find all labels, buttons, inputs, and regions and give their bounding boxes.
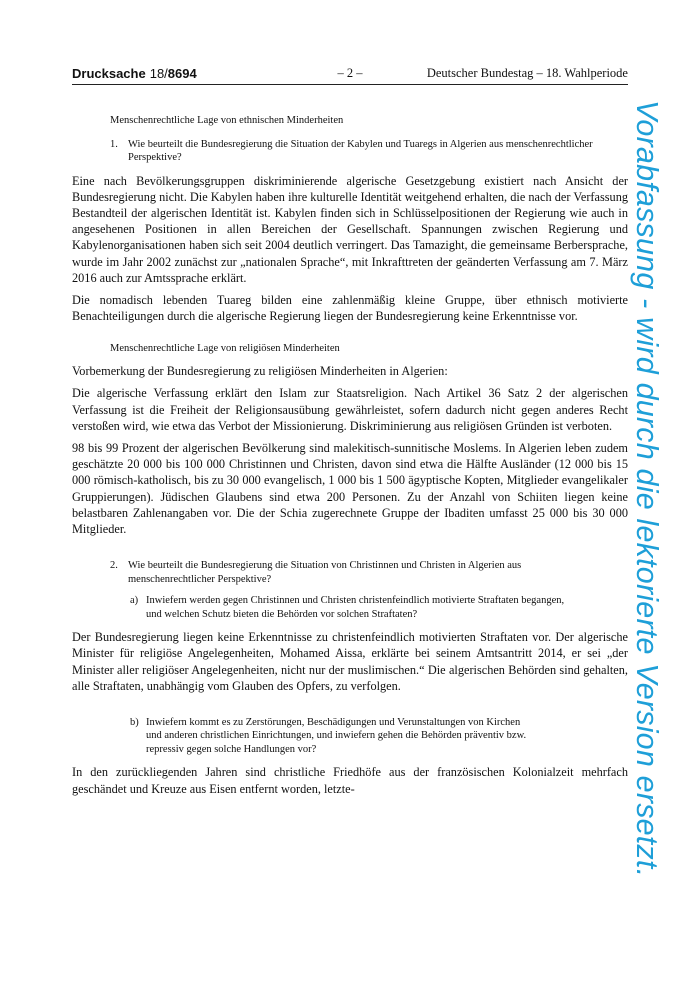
document-number-suffix: 8694 bbox=[167, 66, 197, 81]
drucksache-label: Drucksache bbox=[72, 66, 146, 81]
paragraph-population: 98 bis 99 Prozent der algerischen Bevölkerung sind malekitisch-sunnitische Moslems. In Algerien leben zudem geschätzte 20 000 bis 100 000 Christinnen und Christen, davon sind etwa die Hälfte Ausländer (12 000 bis 15 000 römisch-katholisch, bis zu 30 000 evangelisch, 1 000 bis 1 500 ägyptische Kopten, Mitglieder evangelikaler Gruppierungen). Jüdischen Glaubens sind etwa 200 Personen. Zu der Anzahl von Schiiten liegen keine belastbaren Zahlenangaben vor. Die der Schia zugerechnete Gruppe der Ibaditen umfasst 25 000 bis 30 000 Mitglieder. bbox=[72, 440, 628, 536]
question-2 bbox=[110, 559, 628, 586]
watermark bbox=[630, 100, 684, 900]
question-text: Wie beurteilt die Bundesregierung die Situation der Kabylen und Tuaregs in Algerien aus menschenrechtlicher Perspektive? bbox=[128, 138, 593, 164]
preliminary-remark: Vorbemerkung der Bundesregierung zu religiösen Minderheiten in Algerien: bbox=[72, 364, 448, 379]
subquestion-text: Inwiefern kommt es zu Zerstörungen, Beschädigungen und Verunstaltungen von Kirchen und anderen christlichen Einrichtungen, und inwiefern gehen die Behörden präventiv bzw. repressiv gegen solche Handlungen vor? bbox=[146, 716, 527, 755]
section-heading-religious: Menschenrechtliche Lage von religiösen Minderheiten bbox=[110, 343, 340, 355]
subquestion-text: Inwiefern werden gegen Christinnen und Christen christenfeindlich motivierte Straftaten begangen, und welchen Schutz bieten die Behörden vor solchen Straftaten? bbox=[146, 595, 565, 620]
parliament-period: Deutscher Bundestag – 18. Wahlperiode bbox=[426, 66, 628, 80]
paragraph-constitution: Die algerische Verfassung erklärt den Islam zur Staatsreligion. Nach Artikel 36 Satz 2 der algerischen Verfassung ist die Freiheit der Religionsausübung gewährleistet, sofern dadurch nicht gegen anderes Recht verstoßen wird, wie etwa das Verbot der Missionierung. Diskriminierung aus religiösen Gründen ist verboten. bbox=[72, 386, 628, 433]
document-body bbox=[72, 114, 628, 803]
subquestion-label: a) bbox=[130, 595, 139, 607]
answer-paragraph-2b: In den zurückliegenden Jahren sind christliche Friedhöfe aus der französischen Kolonialzeit mehrfach geschändet und Kreuze aus Eisen entfernt worden, letzte- bbox=[72, 765, 628, 796]
question-number: 1. bbox=[110, 138, 118, 150]
document-number-prefix: 18/ bbox=[149, 66, 168, 81]
question-2a bbox=[130, 594, 628, 621]
question-1 bbox=[110, 138, 628, 165]
page-header bbox=[72, 66, 628, 85]
answer-paragraph-kabylen: Eine nach Bevölkerungsgruppen diskriminierende algerische Gesetzgebung existiert nach Ansicht der Bundesregierung nicht. Die Kabylen haben ihre kulturelle Identität weitgehend erhalten, die nach der Verfassung Bestandteil der algerischen Identität ist. Kabylen finden sich in Schlüsselpositionen der Regierung wie auch in angesehenen Positionen in allen Bereichen der Gesellschaft. Spannungen zwischen Regierung und Kabylenorganisationen haben sich seit 2004 deutlich verringert. Das Tamazight, die gemeinsame Berbersprache, wurde im Jahr 2002 zunächst zur „nationalen Sprache“, mit Inkrafttreten der geänderten Verfassung am 7. März 2016 auch zur Amtssprache erklärt. bbox=[72, 173, 628, 285]
section-heading-ethnic: Menschenrechtliche Lage von ethnischen Minderheiten bbox=[110, 115, 344, 126]
answer-paragraph-2a: Der Bundesregierung liegen keine Erkenntnisse zu christenfeindlich motivierten Straftaten vor. Der algerische Minister für religiöse Angelegenheiten, Mohamed Aissa, erklärte bei seinem Amtsantritt 2014, er sei „der Minister aller religiöser Angelegenheiten, nicht nur der muslimischen.“ Die algerischen Behörden sind gehalten, alle Straftaten, unabhängig vom Glauben des Opfers, zu verfolgen. bbox=[72, 630, 628, 693]
question-2b bbox=[130, 716, 628, 757]
question-number: 2. bbox=[110, 560, 118, 572]
question-text: Wie beurteilt die Bundesregierung die Situation von Christinnen und Christen in Algerien aus menschenrechtlicher Perspektive? bbox=[128, 560, 522, 585]
subquestion-label: b) bbox=[130, 716, 139, 728]
answer-paragraph-tuareg: Die nomadisch lebenden Tuareg bilden eine zahlenmäßig kleine Gruppe, über ethnisch motivierte Benachteiligungen durch die algerische Regierung liegen der Bundesregierung keine Erkenntnisse vor. bbox=[72, 293, 628, 324]
watermark-text: Vorabfassung - wird durch die lektorierte Version ersetzt. bbox=[630, 100, 664, 878]
page-number: – 2 – bbox=[337, 66, 363, 80]
